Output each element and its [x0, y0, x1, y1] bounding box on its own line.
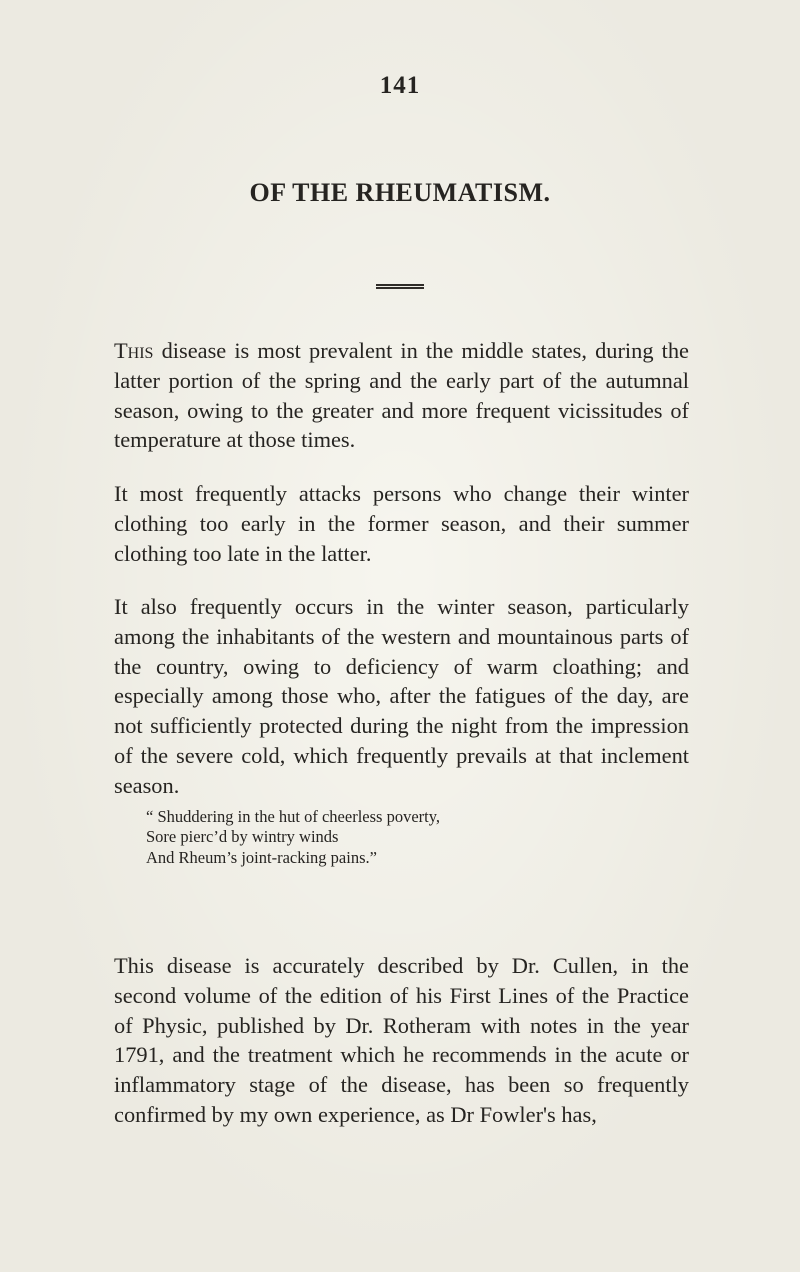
verse-line-1: “ Shuddering in the hut of cheerless poverty,	[146, 807, 441, 826]
verse-quote	[146, 807, 686, 868]
verse-line-2: Sore pierc’d by wintry winds	[146, 827, 339, 847]
paragraph-2: It most frequently attacks persons who change their winter clothing too early in the former season, and their summer clothing too late in the latter.	[114, 481, 689, 566]
chapter-title: OF THE RHEUMATISM.	[249, 178, 551, 207]
paragraph-1-lead: This	[114, 338, 154, 363]
paragraph-4: This disease is accurately described by Dr. Cullen, in the second volume of the edition of his First Lines of the Practice of Physic, published by Dr. Rotheram with notes in the year 1791, and the treatment which he recommends in the acute or inflammatory stage of the disease, has been so frequently confirmed by my own experience, as Dr Fowler's has,	[114, 953, 689, 1127]
paragraph-1-text: disease is most prevalent in the middle states, during the latter portion of the spring and the early part of the autumnal season, owing to the greater and more frequent vicissitudes of temperature at those times.	[114, 338, 689, 453]
paragraph-1	[114, 336, 689, 455]
paragraph-3: It also frequently occurs in the winter season, particularly among the inhabitants of the western and mountainous parts of the country, owing to deficiency of warm cloathing; and especially among those who, after the fatigues of the day, are not sufficiently protected during the night from the impression of the severe cold, which frequently prevails at that inclement season.	[114, 594, 689, 798]
verse-line-3: And Rheum’s joint-racking pains.”	[146, 847, 377, 867]
title-rule	[376, 284, 424, 289]
page-number: 141	[379, 72, 421, 99]
